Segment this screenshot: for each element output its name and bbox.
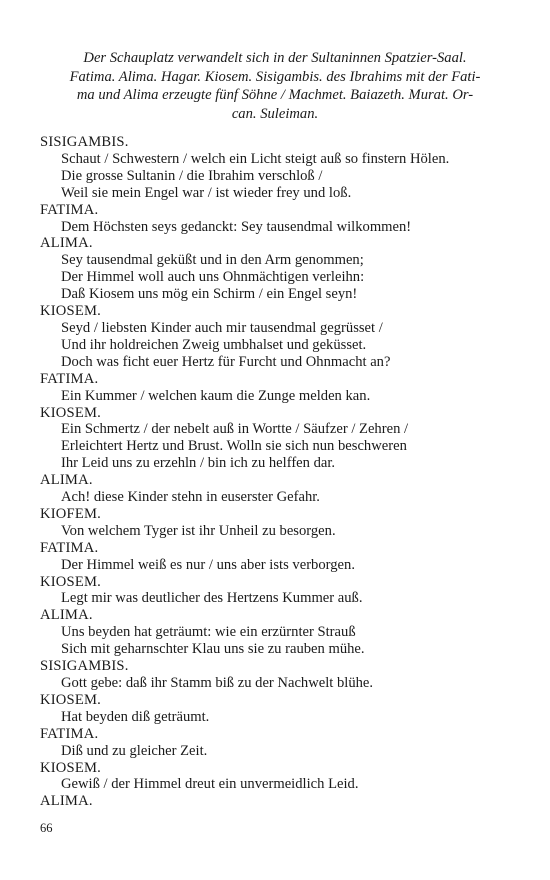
- speaker-name: KIOFEM.: [40, 505, 101, 522]
- speaker-name: FATIMA.: [40, 725, 99, 742]
- verse-line: Gott gebe: daß ihr Stamm biß zu der Nachwelt blühe.: [61, 675, 374, 691]
- verse-line: Und ihr holdreichen Zweig umbhalset und geküsset.: [61, 336, 367, 353]
- verse-line: Sey tausendmal geküßt und in den Arm genommen;: [61, 252, 364, 269]
- speaker-name: KIOSEM.: [40, 573, 101, 590]
- stage-direction-line: ma und Alima erzeugte fünf Söhne / Machmet. Baiazeth. Murat. Or-: [76, 87, 474, 103]
- speaker-name: ALIMA.: [40, 235, 93, 252]
- speaker-name: KIOSEM.: [40, 303, 101, 320]
- speaker-name: SISIGAMBIS.: [40, 134, 129, 150]
- speaker-name: KIOSEM.: [40, 759, 101, 776]
- speaker-name: SISIGAMBIS.: [40, 658, 129, 675]
- verse-line: Von welchem Tyger ist ihr Unheil zu besorgen.: [61, 522, 336, 539]
- verse-line: Ein Kummer / welchen kaum die Zunge melden kan.: [61, 387, 371, 404]
- stage-direction: [40, 49, 510, 123]
- verse-line: Der Himmel woll auch uns Ohnmächtigen verleihn:: [61, 269, 365, 286]
- verse-line: Ach! diese Kinder stehn in euserster Gefahr.: [61, 489, 320, 506]
- verse-line: Ein Schmertz / der nebelt auß in Wortte / Säufzer / Zehren /: [61, 421, 409, 438]
- verse-line: Hat beyden diß geträumt.: [61, 708, 210, 725]
- speaker-name: KIOSEM.: [40, 404, 101, 421]
- verse-line: Ihr Leid uns zu erzehln / bin ich zu helffen dar.: [61, 455, 336, 472]
- speaker-name: FATIMA.: [40, 370, 99, 387]
- speaker-name: FATIMA.: [40, 539, 99, 556]
- speaker-name: ALIMA.: [40, 607, 93, 624]
- verse-line: Legt mir was deutlicher des Hertzens Kummer auß.: [61, 590, 363, 607]
- verse-line: Doch was ficht euer Hertz für Furcht und Ohnmacht an?: [61, 353, 391, 370]
- verse-line: Seyd / liebsten Kinder auch mir tausendmal gegrüsset /: [61, 319, 383, 336]
- verse-line: Daß Kiosem uns mög ein Schirm / ein Engel seyn!: [61, 286, 358, 303]
- speaker-name: KIOSEM.: [40, 691, 101, 708]
- verse-line: Weil sie mein Engel war / ist wieder frey und loß.: [61, 184, 352, 201]
- verse-line: Uns beyden hat geträumt: wie ein erzürnter Strauß: [61, 624, 356, 641]
- verse-line: Der Himmel weiß es nur / uns aber ists verborgen.: [61, 556, 355, 573]
- verse-line: Schaut / Schwestern / welch ein Licht steigt auß so finstern Hölen.: [61, 150, 450, 167]
- stage-direction-line: Der Schauplatz verwandelt sich in der Sultaninnen Spatzier-Saal.: [83, 50, 467, 66]
- speaker-name: ALIMA.: [40, 793, 93, 810]
- verse-line: Dem Höchsten seys gedanckt: Sey tausendmal wilkommen!: [61, 218, 412, 235]
- stage-direction-line: can. Suleiman.: [231, 105, 319, 122]
- verse-line: Gewiß / der Himmel dreut ein unvermeidlich Leid.: [61, 776, 359, 793]
- stage-direction-line: Fatima. Alima. Hagar. Kiosem. Sisigambis. des Ibrahims mit der Fati-: [69, 68, 481, 85]
- verse-line: Diß und zu gleicher Zeit.: [61, 742, 208, 759]
- page-number: 66: [40, 821, 53, 835]
- dialogue-block: [40, 134, 520, 810]
- verse-line: Die grosse Sultanin / die Ibrahim verschloß /: [61, 167, 323, 184]
- speaker-name: FATIMA.: [40, 201, 99, 218]
- speaker-name: ALIMA.: [40, 472, 93, 489]
- verse-line: Sich mit geharnschter Klau uns sie zu rauben mühe.: [61, 641, 365, 658]
- verse-line: Erleichtert Hertz und Brust. Wolln sie sich nun beschweren: [61, 438, 407, 455]
